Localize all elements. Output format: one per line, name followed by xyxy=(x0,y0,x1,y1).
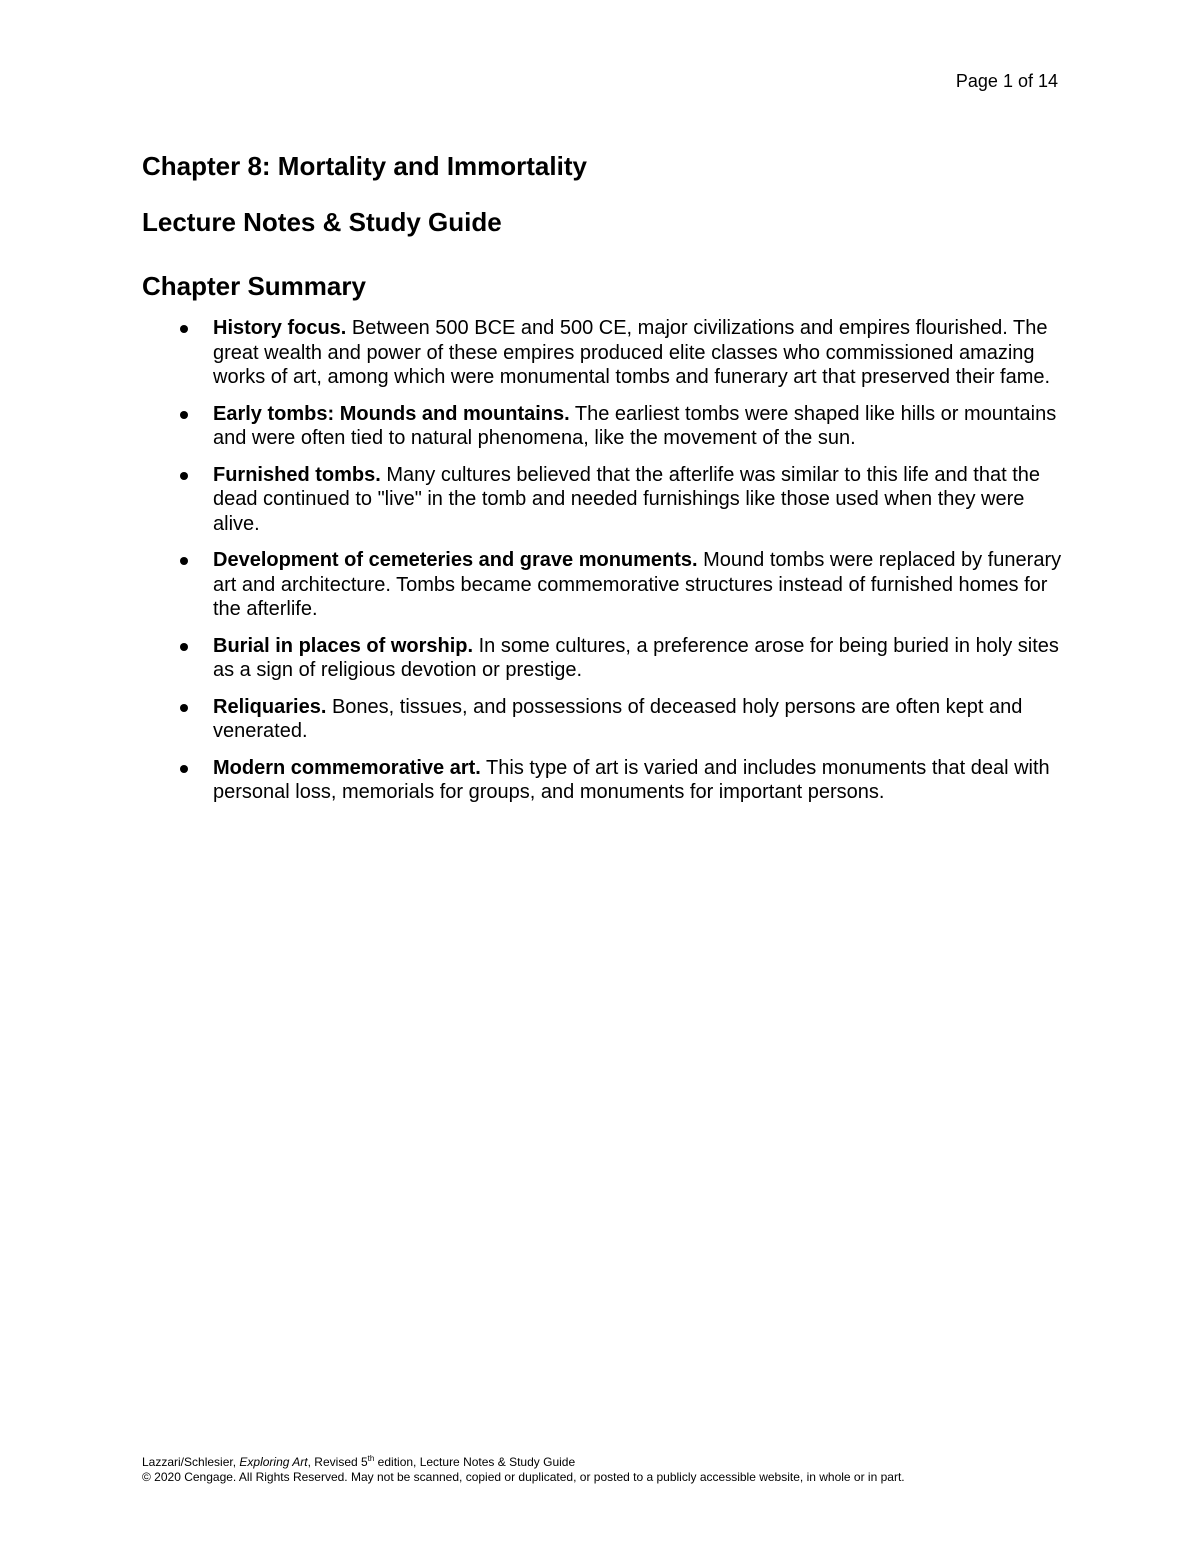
document-body xyxy=(142,150,1062,817)
bullet-icon xyxy=(180,411,188,419)
summary-item-text: Mound tombs were replaced by funerary art and architecture. Tombs became commemorative structures instead of furnished homes for the afterlife. xyxy=(213,549,1062,620)
page-number: Page 1 of 14 xyxy=(955,71,1058,91)
footer-edition-sup: th xyxy=(367,1454,375,1463)
footer-copyright: © 2020 Cengage. All Rights Reserved. May not be scanned, copied or duplicated, or posted to a publicly accessible website, in whole or in part. xyxy=(142,1470,905,1484)
summary-item-text: Between 500 BCE and 500 CE, major civilizations and empires flourished. The great wealth and power of these empires produced elite classes who commissioned amazing works of art, among which were monumental tombs and funerary art that preserved their fame. xyxy=(213,317,1051,388)
section-heading: Chapter Summary xyxy=(142,271,366,301)
bullet-icon xyxy=(180,325,188,333)
chapter-summary-list xyxy=(142,316,1062,805)
summary-item-text: In some cultures, a preference arose for being buried in holy sites as a sign of religious devotion or prestige. xyxy=(213,634,1059,681)
bullet-icon xyxy=(180,765,188,773)
summary-item-text: The earliest tombs were shaped like hills or mountains and were often tied to natural phenomena, like the movement of the sun. xyxy=(213,402,1057,449)
summary-item-history-focus xyxy=(142,316,1062,390)
footer-edition-prefix: , Revised 5 xyxy=(307,1455,368,1469)
bullet-icon xyxy=(180,704,188,712)
summary-item-reliquaries xyxy=(142,695,1062,744)
summary-item-term: Reliquaries. xyxy=(213,695,327,718)
summary-item-term: History focus. xyxy=(213,317,347,339)
summary-item-text: This type of art is varied and includes monuments that deal with personal loss, memorials for groups, and monuments for important persons. xyxy=(213,756,1050,803)
footer-authors: Lazzari/Schlesier, xyxy=(142,1455,240,1469)
summary-item-burial-worship xyxy=(142,634,1062,683)
summary-item-term: Modern commemorative art. xyxy=(213,756,481,779)
summary-item-term: Furnished tombs. xyxy=(213,463,381,486)
document-subtitle: Lecture Notes & Study Guide xyxy=(142,207,502,237)
summary-item-text: Bones, tissues, and possessions of deceased holy persons are often kept and venerated. xyxy=(213,695,1023,742)
bullet-icon xyxy=(180,557,188,565)
footer-citation xyxy=(142,1455,1082,1470)
bullet-icon xyxy=(180,472,188,480)
summary-item-modern-art xyxy=(142,756,1062,805)
summary-item-early-tombs xyxy=(142,402,1062,451)
summary-item-term: Development of cemeteries and grave monuments. xyxy=(213,549,698,571)
chapter-title: Chapter 8: Mortality and Immortality xyxy=(142,151,587,181)
page-footer xyxy=(142,1455,1082,1485)
footer-book-title: Exploring Art xyxy=(239,1455,308,1469)
footer-edition-suffix: edition, Lecture Notes & Study Guide xyxy=(374,1455,576,1469)
bullet-icon xyxy=(180,643,188,651)
summary-item-furnished-tombs xyxy=(142,463,1062,537)
summary-item-term: Early tombs: Mounds and mountains. xyxy=(213,402,570,425)
summary-item-term: Burial in places of worship. xyxy=(213,634,474,657)
summary-item-cemeteries xyxy=(142,548,1062,622)
summary-item-text: Many cultures believed that the afterlife was similar to this life and that the dead continued to "live" in the tomb and needed furnishings like those used when they were alive. xyxy=(213,463,1041,535)
